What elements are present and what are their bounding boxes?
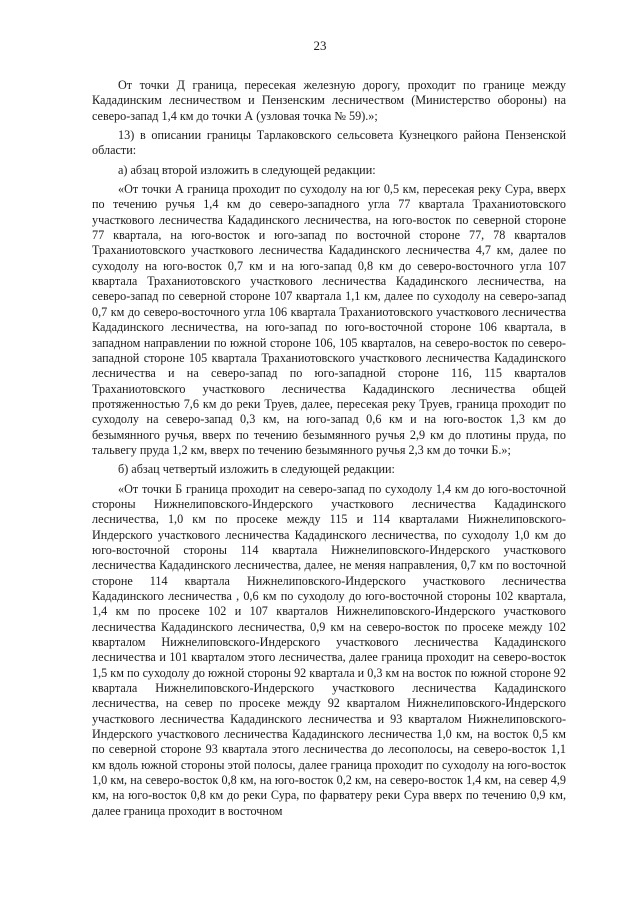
paragraph-point-b-description: «От точки Б граница проходит на северо-запад по суходолу 1,4 км до юго-восточной стороны Нижнелиповского-Индерского участкового лесничества Кададинского лесничества, 1,0 км по просеке между 115 и 114 кварталами Нижнелиповского-Индерского участкового лесничества Кададинского лесничества, по суходолу 1,0 км до юго-восточной стороны 114 квартала Нижнелиповского-Индерского участкового лесничества Кададинского лесничества, далее, не меняя направления, 0,7 км по восточной стороне 114 квартала Нижнелиповского-Индерского участкового лесничества Кададинского лесничества , 0,6 км по суходолу до юго-восточной стороны 102 квартала, 1,4 км по просеке 102 и 107 кварталов Нижнелиповского-Индерского участкового лесничества Кададинского лесничества, 0,9 км на северо-восток по просеке между 102 кварталом Нижнелиповского-Индерского участкового лесничества Кададинского лесничества и 101 кварталом этого лесничества, далее граница проходит на северо-восток 1,5 км по суходолу до южной стороны 92 квартала и 0,3 км на восток по южной стороне 92 квартала Нижнелиповского-Индерского участкового лесничества Кададинского лесничества, на север по просеке между 92 кварталом Нижнелиповского-Индерского участкового лесничества Кададинского лесничества и 93 кварталом Нижнелиповского-Индерского участкового лесничества Кададинского лесничества 1,0 км, на восток 0,5 км по северной стороне 93 квартала этого лесничества до лесополосы, на северо-восток 1,1 км вдоль южной стороны этой полосы, далее граница проходит по суходолу на юго-восток 1,0 км, на северо-восток 0,8 км, на юго-восток 0,2 км, на северо-восток 1,4 км, на север 4,9 км, на юго-восток 0,8 км до реки Сура, по фарватеру реки Сура вверх по течению 0,9 км, далее граница проходит в восточном	[92, 481, 566, 818]
document-body	[92, 78, 566, 823]
paragraph-subitem-b: б) абзац четвертый изложить в следующей редакции:	[118, 462, 395, 477]
paragraph-item-13-heading: 13) в описании границы Тарлаковского сельсовета Кузнецкого района Пензенской области:	[92, 128, 566, 158]
paragraph-point-d-boundary: От точки Д граница, пересекая железную дорогу, проходит по границе между Кададинским лесничеством и Пензенским лесничеством (Министерство обороны) на северо-запад 1,4 км до точки А (узловая точка № 59).»;	[92, 78, 566, 123]
paragraph-subitem-a: а) абзац второй изложить в следующей редакции:	[118, 162, 376, 177]
page-number: 23	[313, 38, 327, 53]
paragraph-point-a-description: «От точки А граница проходит по суходолу на юг 0,5 км, пересекая реку Сура, вверх по течению ручья 1,4 км до северо-западного угла 77 квартала Трахaниотовского участкового лесничества Кададинского лесничества, на юго-восток по северной стороне 77 квартала, на юго-восток и юго-запад по восточной стороне 77, 78 кварталов Трахaниотовского участкового лесничества Кададинского лесничества 4,7 км, далее по суходолу на юго-восток 0,7 км и на юго-запад 0,8 км до северо-восточного угла 107 квартала Трахaниотовского участкового лесничества Кададинского лесничества, на северо-запад по северной стороне 107 квартала 1,1 км, далее по суходолу на северо-запад 0,7 км до северо-восточного угла 106 квартала Трахaниотовского участкового лесничества Кададинского лесничества, на юго-запад по юго-восточной стороне 106 квартала, в западном направлении по южной стороне 106, 105 кварталов, на северо-восток по северо-западной стороне 105 квартала Трахaниотовского участкового лесничества Кададинского лесничества и на северо-запад по юго-западной стороне 116, 115 кварталов Трахaниотовского участкового лесничества Кададинского лесничества общей протяженностью 7,6 км до реки Труев, далее, пересекая реку Труев, граница проходит по суходолу на северо-запад 0,3 км, на юго-запад 0,6 км и на юго-восток 1,3 км до безымянного ручья, вверх по течению безымянного ручья 2,9 км до плотины пруда, по тальвегу пруда 1,2 км, вверх по течению безымянного ручья 2,3 км до точки Б.»;	[92, 182, 566, 457]
